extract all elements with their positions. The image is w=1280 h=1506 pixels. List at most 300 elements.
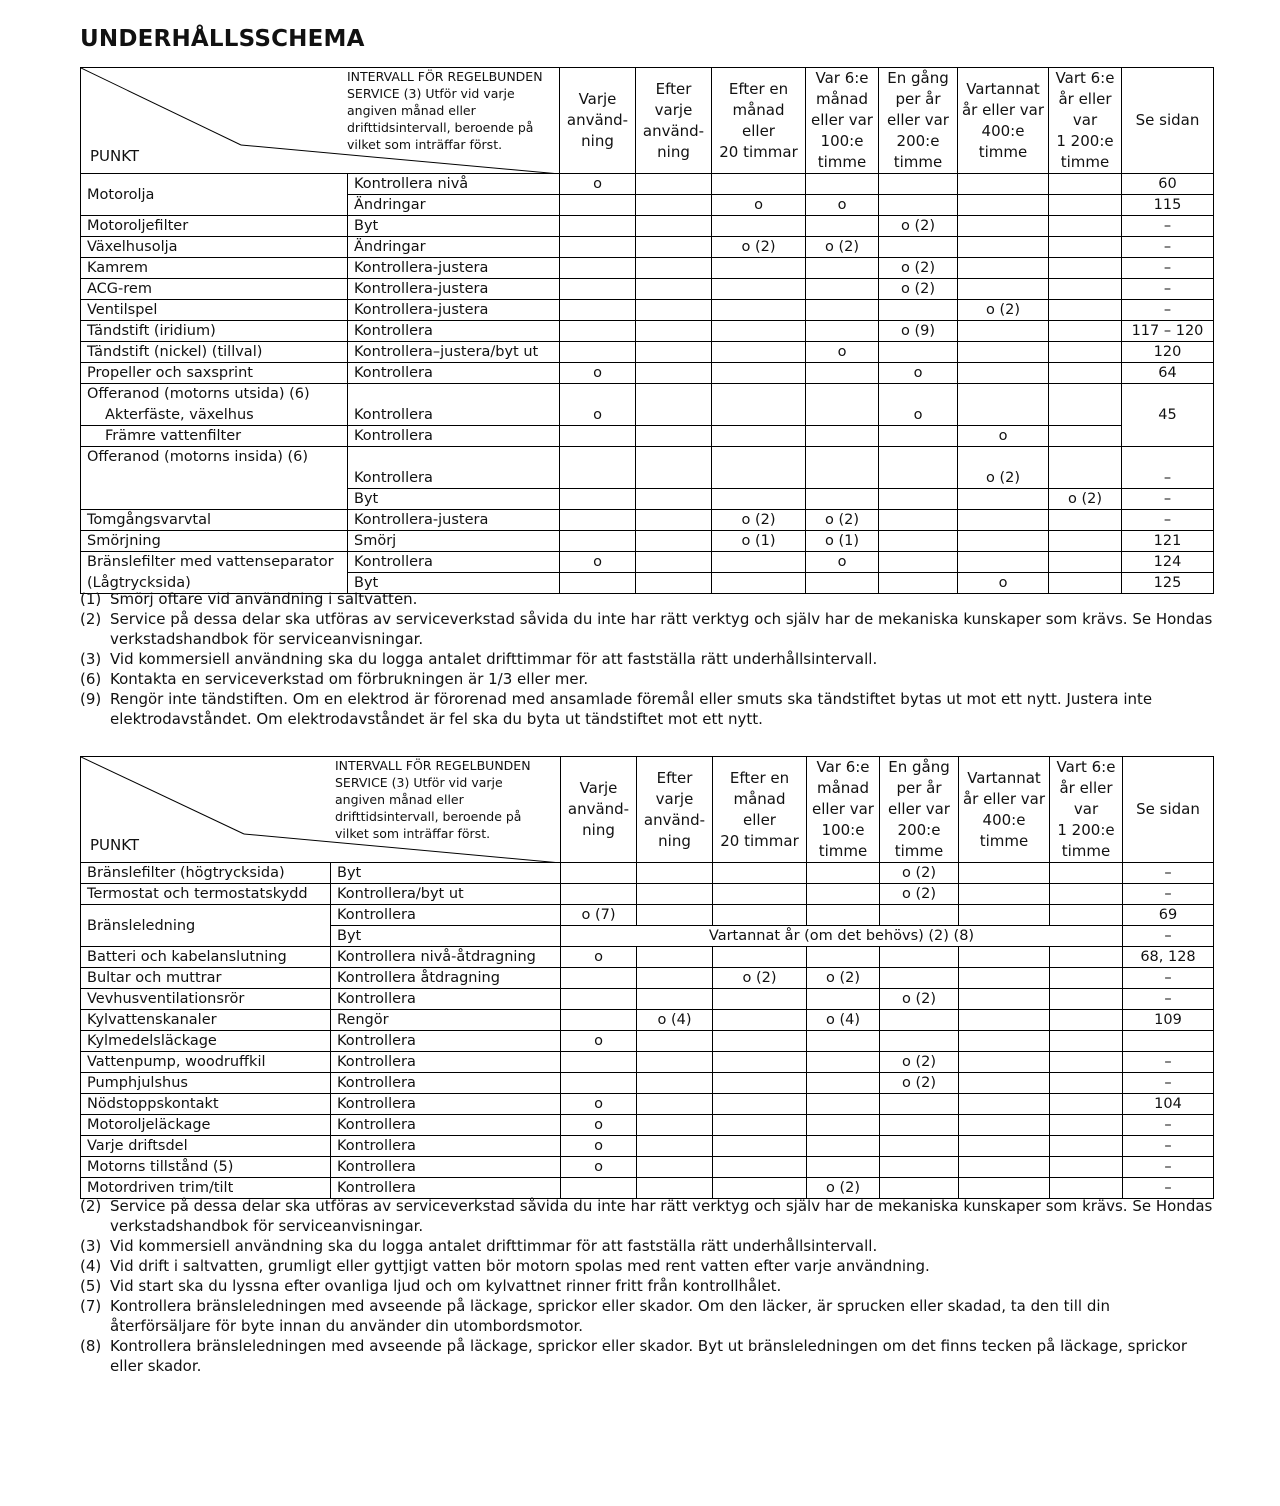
interval-column-header: [636, 68, 712, 174]
punkt-label: PUNKT: [90, 836, 140, 854]
column-header-line: timme: [894, 842, 944, 860]
interval-cell: o (2): [1049, 489, 1122, 510]
interval-cell: [712, 363, 806, 384]
page-ref-cell: –: [1122, 279, 1214, 300]
page-ref-cell: –: [1122, 489, 1214, 510]
interval-cell: o: [561, 1136, 637, 1157]
interval-cell: [959, 884, 1050, 905]
item-name: Motorns tillstånd (5): [81, 1157, 331, 1178]
column-header-line: eller: [742, 121, 775, 140]
action-cell: Byt: [331, 926, 561, 947]
action-cell: Kontrollera/byt ut: [331, 884, 561, 905]
action-cell: Kontrollera: [331, 1157, 561, 1178]
column-header-line: Var 6:e: [816, 758, 870, 776]
interval-cell: [958, 216, 1049, 237]
item-name: [81, 468, 348, 489]
interval-cell: [806, 174, 879, 195]
interval-cell: [560, 216, 636, 237]
action-cell: Ändringar: [348, 195, 560, 216]
interval-column-header: [879, 68, 958, 174]
column-header-line: 100:e: [820, 132, 864, 150]
footnote-number: (7): [80, 1297, 102, 1315]
action-cell: Kontrollera-justera: [348, 279, 560, 300]
column-header-line: år eller var: [961, 100, 1045, 119]
interval-cell: [636, 216, 712, 237]
footnote-text: Kontrollera bränsleledningen med avseende på läckage, sprickor eller skador. Om den läcker, är sprucken eller skadad, ta den till din återförsäljare för byte innan du använder din utombordsmotor.: [110, 1297, 1111, 1335]
interval-cell: [561, 1010, 637, 1031]
interval-cell: [879, 531, 958, 552]
column-header-line: timme: [1060, 153, 1110, 171]
interval-cell: [560, 300, 636, 321]
column-header-line: Efter en: [729, 768, 790, 787]
action-cell: [348, 384, 560, 405]
interval-cell: o: [560, 174, 636, 195]
interval-cell: [712, 384, 806, 405]
interval-cell: [712, 552, 806, 573]
interval-cell: [880, 1094, 959, 1115]
page-ref-cell: 120: [1122, 342, 1214, 363]
interval-cell: [637, 863, 713, 884]
footnote-number: (1): [80, 590, 102, 608]
interval-cell: [807, 884, 880, 905]
page-ref-cell: –: [1123, 1052, 1214, 1073]
footnote-text: Vid kommersiell användning ska du logga antalet drifttimmar för att fastställa rätt underhållsintervall.: [110, 1237, 878, 1255]
footnotes-table-1: [80, 589, 1215, 729]
item-name: Bränslefilter med vattenseparator: [81, 552, 348, 573]
interval-cell: [713, 884, 807, 905]
interval-cell: [560, 447, 636, 468]
column-header-line: 200:e: [896, 132, 940, 150]
interval-cell: o: [806, 552, 879, 573]
interval-cell: [880, 1010, 959, 1031]
interval-cell: o (2): [958, 468, 1049, 489]
footnote: [80, 669, 1215, 689]
footnote-text: Vid kommersiell användning ska du logga antalet drifttimmar för att fastställa rätt underhållsintervall.: [110, 650, 878, 668]
interval-cell: [806, 489, 879, 510]
item-name: Motorolja: [81, 174, 348, 216]
interval-cell: [1049, 195, 1122, 216]
interval-cell: [713, 1052, 807, 1073]
action-cell: Kontrollera-justera: [348, 510, 560, 531]
interval-cell: [637, 1052, 713, 1073]
item-name: Nödstoppskontakt: [81, 1094, 331, 1115]
interval-cell: o: [958, 573, 1049, 594]
interval-cell: [879, 426, 958, 447]
interval-column-header: [712, 68, 806, 174]
interval-cell: [806, 384, 879, 405]
page-ref-cell: –: [1123, 926, 1214, 947]
interval-cell: [712, 321, 806, 342]
table-row: [81, 489, 1214, 510]
interval-cell: [807, 1031, 880, 1052]
table-row: [81, 1052, 1214, 1073]
interval-cell: o (2): [713, 968, 807, 989]
interval-cell: [636, 405, 712, 426]
action-cell: Ändringar: [348, 237, 560, 258]
interval-cell: [712, 447, 806, 468]
interval-cell: [958, 384, 1049, 405]
interval-cell: o (2): [880, 1073, 959, 1094]
interval-cell: o (2): [712, 237, 806, 258]
interval-cell: [1049, 237, 1122, 258]
action-cell: Kontrollera: [348, 552, 560, 573]
column-header-line: månad: [816, 779, 870, 797]
action-cell: Kontrollera: [331, 905, 561, 926]
interval-cell: o (2): [879, 216, 958, 237]
action-cell: Kontrollera: [331, 1031, 561, 1052]
interval-cell: [958, 195, 1049, 216]
interval-cell: [806, 300, 879, 321]
page-ref-cell: –: [1122, 216, 1214, 237]
column-header-line: timme: [818, 842, 868, 860]
interval-cell: o (4): [637, 1010, 713, 1031]
item-name: Växelhusolja: [81, 237, 348, 258]
interval-cell: [636, 468, 712, 489]
item-name: Kylvattenskanaler: [81, 1010, 331, 1031]
action-cell: Kontrollera: [348, 405, 560, 426]
interval-cell: [712, 342, 806, 363]
footnote-number: (2): [80, 1197, 102, 1215]
column-header-line: per år: [895, 90, 941, 108]
footnote: [80, 689, 1215, 729]
interval-cell: [958, 258, 1049, 279]
interval-cell: [637, 968, 713, 989]
interval-cell: [959, 1073, 1050, 1094]
action-cell: Kontrollera: [331, 1094, 561, 1115]
interval-cell: [1049, 552, 1122, 573]
interval-cell: [636, 342, 712, 363]
interval-cell: [636, 384, 712, 405]
interval-cell: [712, 300, 806, 321]
interval-cell: [560, 489, 636, 510]
interval-note: INTERVALL FÖR REGELBUNDEN SERVICE (3) Utför vid varje angiven månad eller drifttidsintervall, beroende på vilket som inträffar först.: [347, 69, 543, 152]
interval-cell: [879, 552, 958, 573]
column-header-line: timme: [979, 831, 1029, 850]
interval-cell: [713, 905, 807, 926]
interval-cell: [712, 426, 806, 447]
action-cell: Kontrollera: [331, 1073, 561, 1094]
column-header-line: använd-: [643, 810, 706, 829]
interval-cell: [1049, 384, 1122, 405]
table-row: [81, 237, 1214, 258]
interval-cell: [879, 342, 958, 363]
interval-cell: o: [560, 363, 636, 384]
page-ref-cell: –: [1122, 300, 1214, 321]
footnote-text: Vid start ska du lyssna efter ovanliga ljud och om kylvattnet rinner fritt från kontrollhålet.: [110, 1277, 782, 1295]
footnotes-table-2: [80, 1196, 1215, 1376]
column-header-line: eller var: [811, 111, 873, 129]
footnote: [80, 649, 1215, 669]
interval-cell: o: [806, 195, 879, 216]
interval-cell: [1050, 968, 1123, 989]
interval-cell: [712, 489, 806, 510]
interval-cell: [1050, 1031, 1123, 1052]
action-cell: Rengör: [331, 1010, 561, 1031]
interval-cell: [637, 947, 713, 968]
action-cell: Kontrollera: [348, 363, 560, 384]
column-header-line: En gång: [888, 758, 950, 776]
interval-column-header: [560, 68, 636, 174]
footnote-number: (2): [80, 610, 102, 628]
item-name: Ventilspel: [81, 300, 348, 321]
column-header-line: 1 200:e: [1057, 821, 1115, 839]
interval-cell: o: [879, 405, 958, 426]
item-name: (Lågtrycksida): [81, 573, 348, 594]
interval-cell: o: [560, 405, 636, 426]
interval-cell: o (2): [712, 510, 806, 531]
interval-cell: [807, 1136, 880, 1157]
maintenance-table-2: [80, 756, 1214, 1199]
interval-cell: [807, 947, 880, 968]
interval-cell: [637, 1115, 713, 1136]
page-ref-cell: 115: [1122, 195, 1214, 216]
interval-cell: [560, 426, 636, 447]
interval-cell: [1050, 884, 1123, 905]
action-cell: Kontrollera: [331, 1136, 561, 1157]
interval-cell: [1049, 321, 1122, 342]
interval-cell: [713, 863, 807, 884]
interval-cell: [636, 489, 712, 510]
interval-cell: [880, 968, 959, 989]
interval-cell: [959, 947, 1050, 968]
interval-cell: [807, 1073, 880, 1094]
page-ref-cell: –: [1123, 1136, 1214, 1157]
interval-cell: o (2): [807, 968, 880, 989]
interval-cell: [1050, 1094, 1123, 1115]
interval-cell: [1049, 426, 1122, 447]
page-ref-cell: [1123, 1031, 1214, 1052]
item-name: [81, 489, 348, 510]
action-cell: Kontrollera-justera: [348, 300, 560, 321]
interval-cell: [713, 1010, 807, 1031]
item-name: Offeranod (motorns insida) (6): [81, 447, 348, 468]
interval-cell: [959, 905, 1050, 926]
interval-cell: [1050, 905, 1123, 926]
interval-column-header: [637, 757, 713, 863]
interval-cell: [806, 447, 879, 468]
item-name: Pumphjulshus: [81, 1073, 331, 1094]
action-cell: Kontrollera: [331, 1178, 561, 1199]
table-row: [81, 216, 1214, 237]
interval-cell: [807, 1115, 880, 1136]
interval-cell: [636, 279, 712, 300]
page-ref-cell: –: [1122, 237, 1214, 258]
interval-cell: [712, 468, 806, 489]
interval-cell: o: [806, 342, 879, 363]
page-ref-cell: 69: [1123, 905, 1214, 926]
table-row: [81, 510, 1214, 531]
interval-cell: [807, 863, 880, 884]
footnote: [80, 1236, 1215, 1256]
interval-cell: [879, 384, 958, 405]
interval-cell: [959, 968, 1050, 989]
item-name: Bränslefilter (högtrycksida): [81, 863, 331, 884]
item-name: Smörjning: [81, 531, 348, 552]
interval-cell: [958, 237, 1049, 258]
column-header-line: 100:e: [821, 821, 865, 839]
column-header-line: eller var: [888, 800, 950, 818]
interval-cell: [806, 468, 879, 489]
table-row: [81, 405, 1214, 426]
interval-cell: [636, 195, 712, 216]
column-header-line: ning: [581, 132, 614, 150]
interval-cell: [713, 1157, 807, 1178]
item-name: Motoroljeläckage: [81, 1115, 331, 1136]
interval-cell: [959, 1115, 1050, 1136]
action-cell: Byt: [348, 216, 560, 237]
interval-cell: [958, 279, 1049, 300]
item-name: Vevhusventilationsrör: [81, 989, 331, 1010]
item-name: Motoroljefilter: [81, 216, 348, 237]
page-ref-cell: 68, 128: [1123, 947, 1214, 968]
interval-cell: o: [561, 1094, 637, 1115]
table-row: [81, 905, 1214, 926]
interval-cell: [713, 1136, 807, 1157]
column-header-line: år eller: [1059, 779, 1113, 797]
table-row: [81, 989, 1214, 1010]
column-header-line: eller var: [887, 111, 949, 129]
table-row: [81, 426, 1214, 447]
interval-cell: o (1): [806, 531, 879, 552]
interval-cell: [806, 279, 879, 300]
interval-cell: [636, 300, 712, 321]
interval-cell: [879, 489, 958, 510]
interval-cell: [1050, 1157, 1123, 1178]
interval-cell: [561, 968, 637, 989]
interval-cell: [958, 447, 1049, 468]
interval-cell: [1050, 1073, 1123, 1094]
interval-cell: [1049, 447, 1122, 468]
interval-cell: [560, 258, 636, 279]
column-header-line: Se sidan: [1136, 800, 1200, 818]
footnote-number: (6): [80, 670, 102, 688]
interval-cell: [958, 363, 1049, 384]
interval-cell: [637, 1073, 713, 1094]
item-name: Akterfäste, växelhus: [81, 405, 348, 426]
column-header-line: 400:e: [982, 810, 1026, 829]
column-header-line: var: [1073, 800, 1099, 818]
interval-cell: [636, 510, 712, 531]
interval-column-header: [959, 757, 1050, 863]
interval-cell: [959, 1052, 1050, 1073]
interval-span-note: Vartannat år (om det behövs) (2) (8): [561, 926, 1123, 947]
action-cell: Kontrollera nivå: [348, 174, 560, 195]
interval-cell: [637, 1031, 713, 1052]
interval-cell: [636, 258, 712, 279]
interval-cell: [713, 1115, 807, 1136]
footnote: [80, 1256, 1215, 1276]
interval-cell: o (2): [879, 258, 958, 279]
interval-cell: [636, 237, 712, 258]
interval-cell: [560, 321, 636, 342]
table-row: [81, 363, 1214, 384]
page-ref-cell: –: [1123, 1157, 1214, 1178]
interval-note: INTERVALL FÖR REGELBUNDEN SERVICE (3) Utför vid varje angiven månad eller drifttidsintervall, beroende på vilket som inträffar först.: [335, 758, 531, 841]
interval-cell: o (2): [880, 863, 959, 884]
interval-cell: [879, 195, 958, 216]
interval-cell: [561, 1073, 637, 1094]
interval-cell: o (1): [712, 531, 806, 552]
interval-cell: [1049, 300, 1122, 321]
column-header-line: ning: [657, 142, 690, 161]
interval-cell: [712, 174, 806, 195]
interval-column-header: [1122, 68, 1214, 174]
interval-cell: o: [560, 552, 636, 573]
table-row: [81, 968, 1214, 989]
interval-cell: o (2): [806, 510, 879, 531]
page-ref-cell: [1122, 426, 1214, 447]
interval-cell: [959, 863, 1050, 884]
table-row: [81, 447, 1214, 468]
interval-cell: [1050, 947, 1123, 968]
interval-cell: [959, 1157, 1050, 1178]
interval-cell: [1049, 216, 1122, 237]
interval-cell: [879, 237, 958, 258]
interval-cell: [1049, 468, 1122, 489]
item-name: ACG-rem: [81, 279, 348, 300]
item-name: Tändstift (iridium): [81, 321, 348, 342]
interval-cell: [1050, 989, 1123, 1010]
table-row: [81, 1157, 1214, 1178]
item-name: Kylmedelsläckage: [81, 1031, 331, 1052]
column-header-line: Efter en: [728, 79, 789, 98]
column-header-line: ning: [582, 821, 615, 839]
interval-cell: [1049, 279, 1122, 300]
interval-cell: o (2): [880, 989, 959, 1010]
action-cell: Byt: [331, 863, 561, 884]
table-row: [81, 1094, 1214, 1115]
table-row: [81, 552, 1214, 573]
interval-cell: [958, 489, 1049, 510]
column-header-line: eller: [743, 810, 776, 829]
interval-cell: [712, 258, 806, 279]
interval-cell: [636, 552, 712, 573]
interval-cell: [958, 552, 1049, 573]
footnote: [80, 1196, 1215, 1236]
column-header-line: varje: [654, 100, 693, 119]
interval-cell: [879, 468, 958, 489]
interval-cell: [1049, 258, 1122, 279]
footnote: [80, 609, 1215, 649]
interval-cell: [561, 989, 637, 1010]
interval-cell: [1050, 1136, 1123, 1157]
interval-cell: o (4): [807, 1010, 880, 1031]
interval-cell: [713, 1031, 807, 1052]
footnote: [80, 1296, 1215, 1336]
table-row: [81, 468, 1214, 489]
action-cell: Kontrollera: [348, 426, 560, 447]
column-header-line: år eller: [1058, 90, 1112, 108]
interval-cell: [959, 989, 1050, 1010]
column-header-line: Varje: [578, 90, 617, 108]
table-row: [81, 1136, 1214, 1157]
interval-cell: o: [561, 1031, 637, 1052]
interval-cell: [1050, 1010, 1123, 1031]
table-row: [81, 947, 1214, 968]
column-header-line: timme: [978, 142, 1028, 161]
interval-cell: [713, 1073, 807, 1094]
interval-cell: [807, 1094, 880, 1115]
page-ref-cell: 104: [1123, 1094, 1214, 1115]
interval-cell: o (7): [561, 905, 637, 926]
interval-cell: o (2): [807, 1178, 880, 1199]
interval-cell: [1050, 1052, 1123, 1073]
action-cell: Kontrollera: [331, 1052, 561, 1073]
interval-column-header: [561, 757, 637, 863]
item-name: Propeller och saxsprint: [81, 363, 348, 384]
interval-cell: [560, 510, 636, 531]
footnote-text: Rengör inte tändstiften. Om en elektrod är förorenad med ansamlade föremål eller smuts ska tändstiftet bytas ut mot ett nytt. Justera inte elektrodavståndet. Om elektrodavståndet är fel ska du byta ut tändstiftet mot ett nytt.: [110, 690, 1153, 728]
